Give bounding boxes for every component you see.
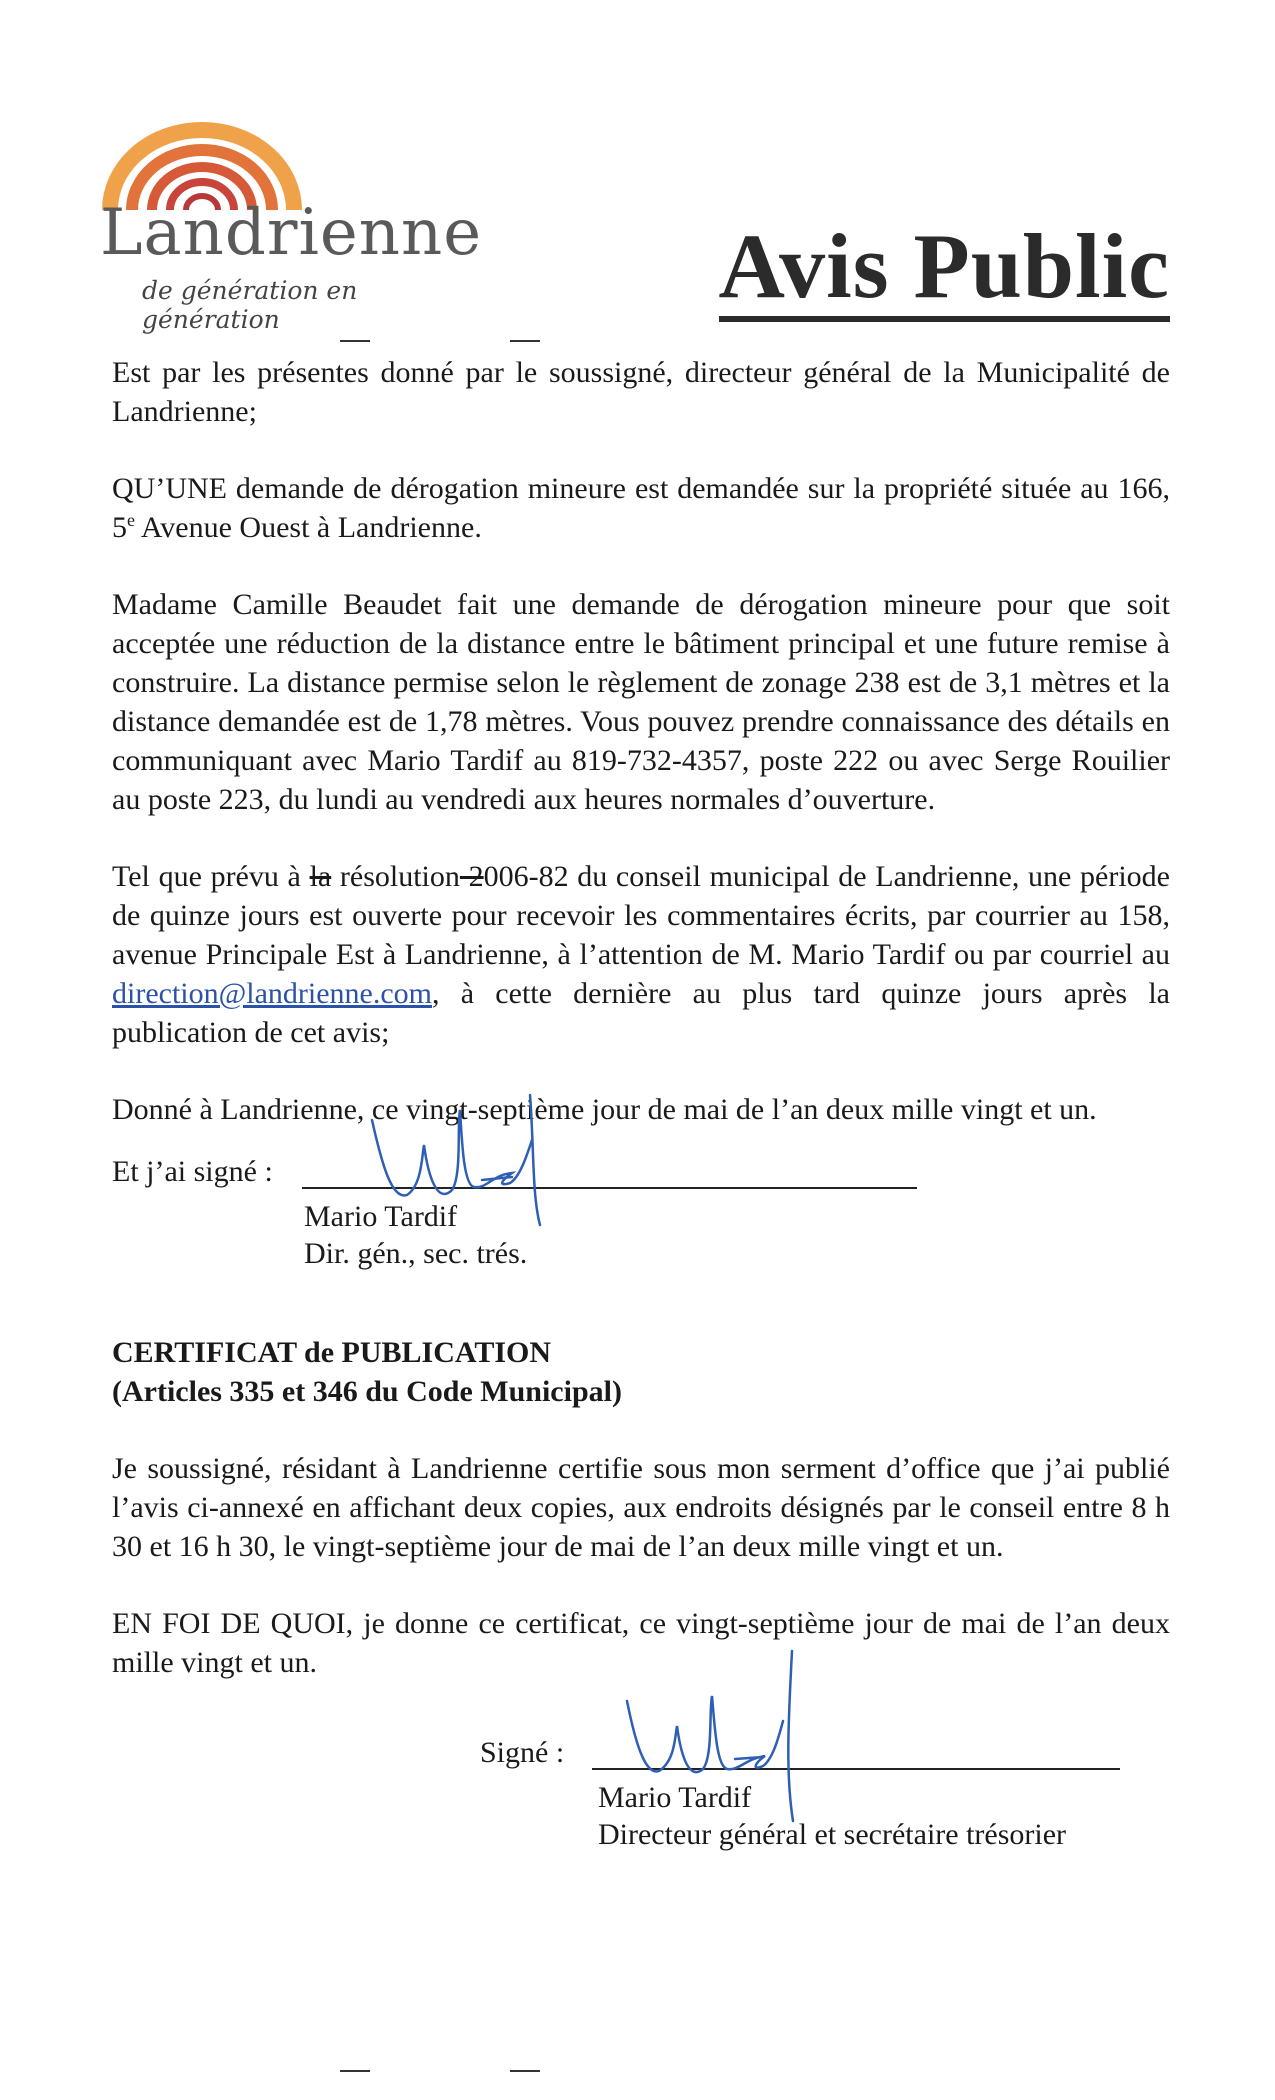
signer-name-1: Mario Tardif: [304, 1200, 458, 1233]
scan-mark: [510, 2070, 540, 2072]
paragraph-details: Madame Camille Beaudet fait une demande de dérogation mineure pour que soit acceptée une réduction de la distance entre le bâtiment principal et une future remise à construire. La distance permise selon le règlement de zonage 238 est de 3,1 mètres et la distance demandée est de 1,78 mètres. Vous pouvez prendre connaissance des détails en communiquant avec Mario Tardif au 819-732-4357, poste 222 ou avec Serge Rouilier au poste 223, du lundi au vendredi aux heures normales d’ouverture.: [112, 588, 1170, 816]
notice-body: [112, 353, 1170, 1866]
comments-text-c: 006-82 du conseil municipal de Landrienne, une période de quinze jours est ouverte pour recevoir les commentaires écrits, par courrier au 158, avenue Principale Est à Landrienne, à l’attention de M. Mario Tardif ou par courriel au: [112, 860, 1170, 971]
signer-name-2: Mario Tardif: [598, 1781, 752, 1814]
email-link[interactable]: direction@landrienne.com: [112, 977, 433, 1010]
ordinal-suffix: e: [127, 510, 135, 530]
struck-text-2: 2: [459, 860, 484, 893]
struck-text-1: la: [309, 860, 332, 893]
paragraph-given: Donné à Landrienne, ce vingt-septième jour de mai de l’an deux mille vingt et un.: [112, 1093, 1097, 1126]
scan-mark: [340, 340, 370, 342]
request-text-a: QU’UNE demande de dérogation mineure est demandée sur la propriété située au 166, 5: [112, 472, 1170, 544]
municipality-logo: [100, 118, 500, 334]
signature-line-1: [302, 1187, 917, 1189]
certificate-paragraph-1: Je soussigné, résidant à Landrienne certifie sous mon serment d’office que j’ai publié l’avis ci-annexé en affichant deux copies, aux endroits désignés par le conseil entre 8 h 30 et 16 h 30, le vingt-septième jour de mai de l’an deux mille vingt et un.: [112, 1452, 1170, 1563]
logo-name: Landrienne: [100, 196, 483, 270]
scan-mark: [510, 340, 540, 342]
signer-title-2: Directeur général et secrétaire trésorier: [598, 1818, 1067, 1851]
signature-line-2: [592, 1768, 1120, 1770]
paragraph-request: [112, 469, 1170, 547]
comments-text-b: résolution: [331, 860, 460, 893]
signature-label-2: Signé :: [480, 1736, 565, 1769]
certificate-subtitle: (Articles 335 et 346 du Code Municipal): [112, 1375, 622, 1408]
certificate-title: CERTIFICAT de PUBLICATION: [112, 1336, 552, 1369]
logo-tagline: de génération en génération: [142, 276, 358, 334]
paragraph-comments: [112, 857, 1170, 1052]
certificate-paragraph-2: EN FOI DE QUOI, je donne ce certificat, ce vingt-septième jour de mai de l’an deux mille vingt et un.: [112, 1607, 1170, 1679]
signature-block-1: [112, 1155, 1170, 1275]
page-title: Avis Public: [719, 220, 1170, 322]
scan-mark: [340, 2070, 370, 2072]
paragraph-intro: Est par les présentes donné par le soussigné, directeur général de la Municipalité de Landrienne;: [112, 356, 1170, 428]
request-text-b: Avenue Ouest à Landrienne.: [135, 511, 482, 544]
comments-text-a: Tel que prévu à: [112, 860, 310, 893]
signature-block-2: [112, 1736, 1170, 1866]
comments-text-d: , à cette dernière au plus tard quinze jours après la publication de cet avis;: [112, 977, 1170, 1049]
certificate-heading: [112, 1333, 1170, 1411]
signature-label-1: Et j’ai signé :: [112, 1155, 273, 1188]
signer-title-1: Dir. gén., sec. trés.: [304, 1237, 528, 1270]
